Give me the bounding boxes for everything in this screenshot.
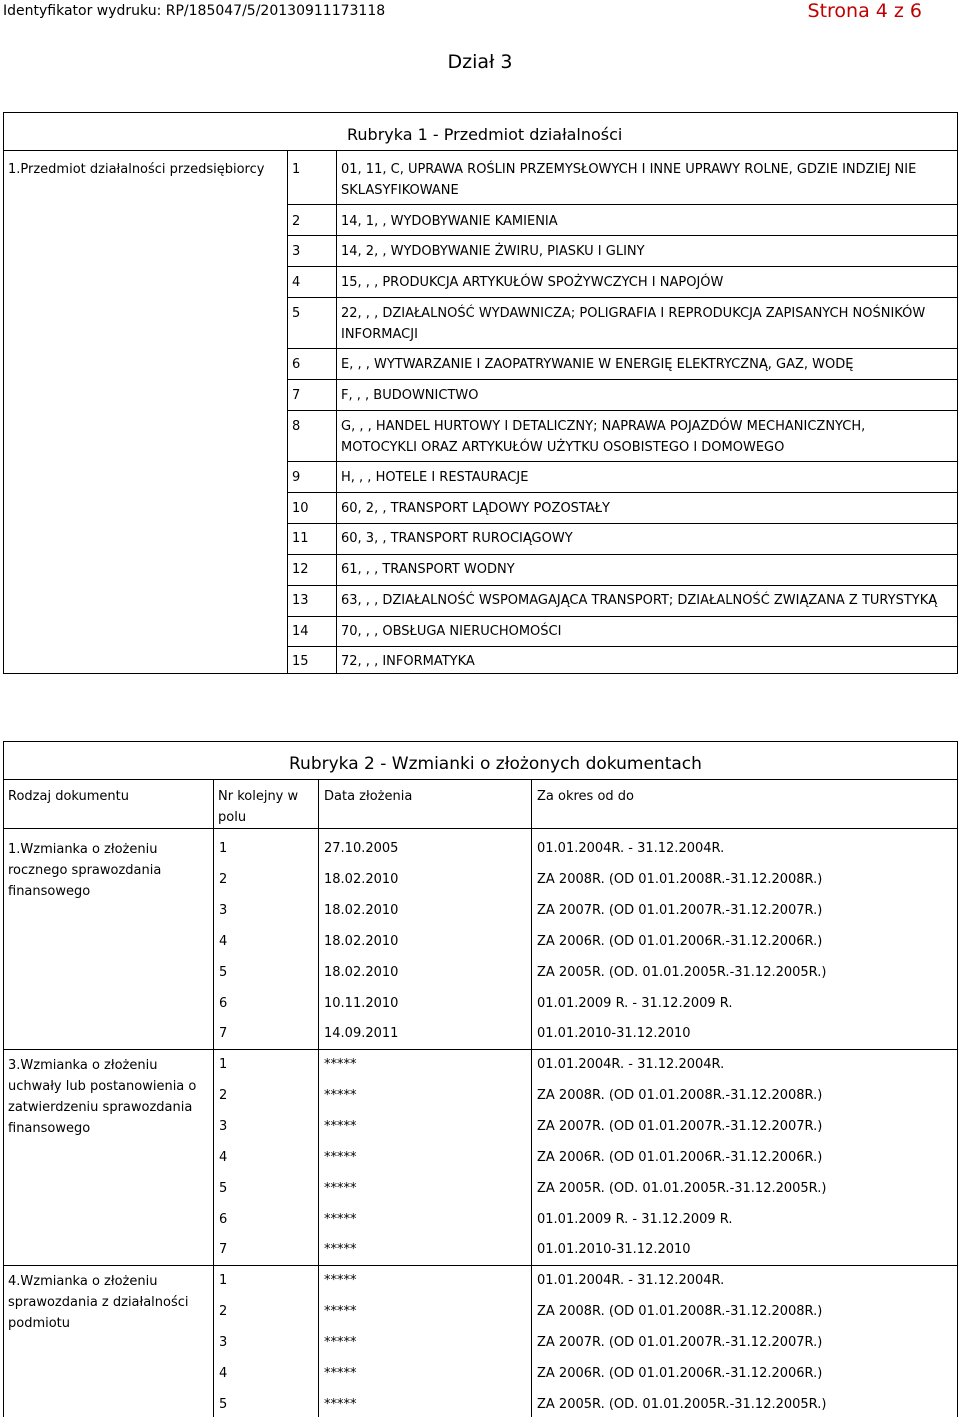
- entry-number: 2: [219, 872, 228, 887]
- period: 01.01.2010-31.12.2010: [537, 1026, 691, 1041]
- filing-date: *****: [324, 1212, 357, 1227]
- activity-number: 6: [292, 357, 301, 372]
- entry-number: 3: [219, 1335, 228, 1350]
- period: ZA 2008R. (OD 01.01.2008R.-31.12.2008R.): [537, 872, 823, 887]
- activity-number: 1: [292, 162, 301, 177]
- period: ZA 2005R. (OD. 01.01.2005R.-31.12.2005R.): [537, 1181, 827, 1196]
- entry-number: 3: [219, 903, 228, 918]
- rubryka-2-table: [3, 741, 958, 1417]
- entry-number: 7: [219, 1242, 228, 1257]
- entry-number: 4: [219, 1150, 228, 1165]
- entry-number: 6: [219, 996, 228, 1011]
- activity-number: 12: [292, 562, 309, 577]
- filing-date: 18.02.2010: [324, 903, 399, 918]
- rubryka-1-title: Rubryka 1 - Przedmiot działalności: [347, 125, 623, 144]
- entry-number: 5: [219, 1181, 228, 1196]
- activity-number: 3: [292, 244, 301, 259]
- activity-number: 9: [292, 470, 301, 485]
- entry-number: 5: [219, 965, 228, 980]
- filing-date: 27.10.2005: [324, 841, 399, 856]
- column-header-document-type: Rodzaj dokumentu: [8, 789, 129, 804]
- activity-number: 7: [292, 388, 301, 403]
- activity-description: 14, 1, , WYDOBYWANIE KAMIENIA: [341, 214, 558, 229]
- filing-date: *****: [324, 1181, 357, 1196]
- entry-number: 6: [219, 1212, 228, 1227]
- period: 01.01.2004R. - 31.12.2004R.: [537, 1057, 725, 1072]
- entry-number: 2: [219, 1088, 228, 1103]
- filing-date: *****: [324, 1242, 357, 1257]
- activity-description: 14, 2, , WYDOBYWANIE ŻWIRU, PIASKU I GLINY: [341, 244, 645, 259]
- activity-description: 61, , , TRANSPORT WODNY: [341, 562, 515, 577]
- entry-number: 1: [219, 841, 228, 856]
- rubryka-1-table: [3, 112, 958, 674]
- rubryka-2-title: Rubryka 2 - Wzmianki o złożonych dokumentach: [289, 754, 702, 774]
- filing-date: *****: [324, 1119, 357, 1134]
- entry-number: 1: [219, 1057, 228, 1072]
- period: 01.01.2009 R. - 31.12.2009 R.: [537, 996, 733, 1011]
- activity-number: 14: [292, 624, 309, 639]
- filing-date: 18.02.2010: [324, 872, 399, 887]
- activity-description: 22, , , DZIAŁALNOŚĆ WYDAWNICZA; POLIGRAFIA I REPRODUKCJA ZAPISANYCH NOŚNIKÓW INFORMACJI: [341, 306, 926, 342]
- filing-date: 18.02.2010: [324, 934, 399, 949]
- period: ZA 2005R. (OD. 01.01.2005R.-31.12.2005R.): [537, 965, 827, 980]
- entry-number: 3: [219, 1119, 228, 1134]
- document-type-label: 4.Wzmianka o złożeniu sprawozdania z działalności podmiotu: [8, 1274, 189, 1331]
- field-label: 1.Przedmiot działalności przedsiębiorcy: [8, 162, 265, 177]
- activity-description: 60, 2, , TRANSPORT LĄDOWY POZOSTAŁY: [341, 501, 610, 516]
- period: ZA 2006R. (OD 01.01.2006R.-31.12.2006R.): [537, 1366, 823, 1381]
- activity-description: 72, , , INFORMATYKA: [341, 654, 475, 669]
- activity-description: 01, 11, C, UPRAWA ROŚLIN PRZEMYSŁOWYCH I INNE UPRAWY ROLNE, GDZIE INDZIEJ NIE SKLASYFIKOWANE: [341, 162, 917, 198]
- activity-description: F, , , BUDOWNICTWO: [341, 388, 479, 403]
- period: ZA 2008R. (OD 01.01.2008R.-31.12.2008R.): [537, 1304, 823, 1319]
- document-type-label: 3.Wzmianka o złożeniu uchwały lub postanowienia o zatwierdzeniu sprawozdania finansowego: [8, 1058, 197, 1136]
- column-header-entry-number: Nr kolejny w polu: [218, 789, 299, 825]
- filing-date: 10.11.2010: [324, 996, 399, 1011]
- entry-number: 4: [219, 1366, 228, 1381]
- activity-description: 63, , , DZIAŁALNOŚĆ WSPOMAGAJĄCA TRANSPORT; DZIAŁALNOŚĆ ZWIĄZANA Z TURYSTYKĄ: [341, 593, 938, 608]
- filing-date: *****: [324, 1150, 357, 1165]
- filing-date: 14.09.2011: [324, 1026, 399, 1041]
- period: 01.01.2009 R. - 31.12.2009 R.: [537, 1212, 733, 1227]
- activity-description: 15, , , PRODUKCJA ARTYKUŁÓW SPOŻYWCZYCH I NAPOJÓW: [341, 275, 724, 290]
- activity-number: 15: [292, 654, 309, 669]
- entry-number: 4: [219, 934, 228, 949]
- entry-number: 2: [219, 1304, 228, 1319]
- activity-number: 10: [292, 501, 309, 516]
- period: ZA 2005R. (OD. 01.01.2005R.-31.12.2005R.): [537, 1397, 827, 1412]
- activity-number: 11: [292, 531, 309, 546]
- column-header-period: Za okres od do: [537, 789, 634, 804]
- activity-number: 4: [292, 275, 301, 290]
- period: ZA 2006R. (OD 01.01.2006R.-31.12.2006R.): [537, 1150, 823, 1165]
- filing-date: *****: [324, 1366, 357, 1381]
- page-number: Strona 4 z 6: [807, 0, 922, 22]
- section-title: Dział 3: [447, 51, 513, 73]
- activity-description: 70, , , OBSŁUGA NIERUCHOMOŚCI: [341, 624, 562, 639]
- filing-date: *****: [324, 1273, 357, 1288]
- period: ZA 2008R. (OD 01.01.2008R.-31.12.2008R.): [537, 1088, 823, 1103]
- activity-description: H, , , HOTELE I RESTAURACJE: [341, 470, 529, 485]
- period: ZA 2006R. (OD 01.01.2006R.-31.12.2006R.): [537, 934, 823, 949]
- filing-date: *****: [324, 1057, 357, 1072]
- period: 01.01.2004R. - 31.12.2004R.: [537, 1273, 725, 1288]
- period: ZA 2007R. (OD 01.01.2007R.-31.12.2007R.): [537, 1119, 823, 1134]
- entry-number: 7: [219, 1026, 228, 1041]
- document-type-label: 1.Wzmianka o złożeniu rocznego sprawozdania finansowego: [8, 842, 162, 899]
- entry-number: 1: [219, 1273, 228, 1288]
- activity-number: 8: [292, 419, 301, 434]
- activity-number: 13: [292, 593, 309, 608]
- filing-date: 18.02.2010: [324, 965, 399, 980]
- activity-number: 5: [292, 306, 301, 321]
- period: 01.01.2004R. - 31.12.2004R.: [537, 841, 725, 856]
- activity-description: G, , , HANDEL HURTOWY I DETALICZNY; NAPRAWA POJAZDÓW MECHANICZNYCH, MOTOCYKLI ORAZ ARTYKUŁÓW UŻYTKU OSOBISTEGO I DOMOWEGO: [341, 419, 866, 455]
- activity-number: 2: [292, 214, 301, 229]
- column-header-filing-date: Data złożenia: [324, 789, 413, 804]
- filing-date: *****: [324, 1397, 357, 1412]
- filing-date: *****: [324, 1304, 357, 1319]
- filing-date: *****: [324, 1088, 357, 1103]
- activity-description: 60, 3, , TRANSPORT RUROCIĄGOWY: [341, 531, 573, 546]
- period: 01.01.2010-31.12.2010: [537, 1242, 691, 1257]
- print-identifier: Identyfikator wydruku: RP/185047/5/20130911173118: [3, 3, 386, 19]
- period: ZA 2007R. (OD 01.01.2007R.-31.12.2007R.): [537, 903, 823, 918]
- activity-description: E, , , WYTWARZANIE I ZAOPATRYWANIE W ENERGIĘ ELEKTRYCZNĄ, GAZ, WODĘ: [341, 357, 854, 372]
- filing-date: *****: [324, 1335, 357, 1350]
- period: ZA 2007R. (OD 01.01.2007R.-31.12.2007R.): [537, 1335, 823, 1350]
- entry-number: 5: [219, 1397, 228, 1412]
